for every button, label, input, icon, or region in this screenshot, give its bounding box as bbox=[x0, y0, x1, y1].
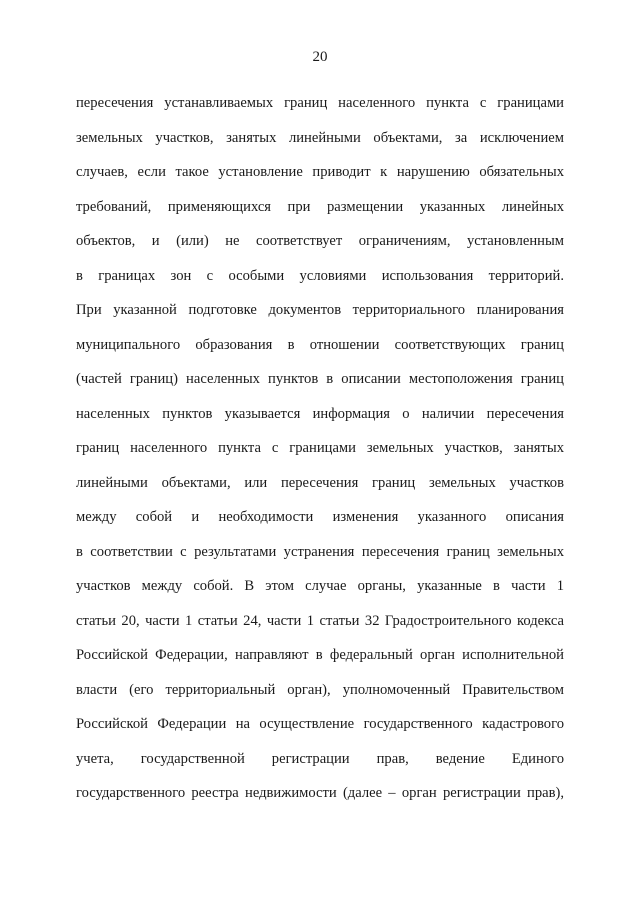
text-line: Российской Федерации на осуществление государственного кадастрового bbox=[76, 716, 564, 732]
text-line: государственного реестра недвижимости (далее – орган регистрации прав), bbox=[76, 785, 564, 801]
text-line: земельных участков, занятых линейными объектами, за исключением bbox=[76, 129, 564, 146]
page-number: 20 bbox=[312, 49, 328, 65]
text-line: статьи 20, части 1 статьи 24, части 1 статьи 32 Градостроительного кодекса bbox=[76, 612, 564, 629]
text-line: власти (его территориальный орган), уполномоченный Правительством bbox=[76, 681, 564, 698]
text-line: требований, применяющихся при размещении указанных линейных bbox=[76, 198, 564, 215]
text-line: в соответствии с результатами устранения пересечения границ земельных bbox=[76, 543, 564, 560]
text-line: в границах зон с особыми условиями использования территорий. bbox=[76, 267, 564, 284]
text-line: границ населенного пункта с границами земельных участков, занятых bbox=[76, 440, 564, 456]
text-line: При указанной подготовке документов территориального планирования bbox=[76, 302, 564, 318]
text-line: населенных пунктов указывается информация о наличии пересечения bbox=[76, 405, 564, 422]
text-line: между собой и необходимости изменения указанного описания bbox=[76, 509, 564, 525]
text-line: Российской Федерации, направляют в федеральный орган исполнительной bbox=[76, 647, 564, 663]
text-line: линейными объектами, или пересечения границ земельных участков bbox=[76, 474, 564, 491]
body-text bbox=[76, 92, 564, 817]
text-line: муниципального образования в отношении соответствующих границ bbox=[76, 336, 564, 353]
text-line: случаев, если такое установление приводит к нарушению обязательных bbox=[76, 164, 564, 180]
text-line: объектов, и (или) не соответствует ограничениям, установленным bbox=[76, 233, 564, 249]
text-line: учета, государственной регистрации прав, ведение Единого bbox=[76, 750, 564, 767]
text-line: (частей границ) населенных пунктов в описании местоположения границ bbox=[76, 371, 564, 387]
text-line: пересечения устанавливаемых границ населенного пункта с границами bbox=[76, 95, 564, 111]
text-line: участков между собой. В этом случае органы, указанные в части 1 bbox=[76, 578, 564, 594]
